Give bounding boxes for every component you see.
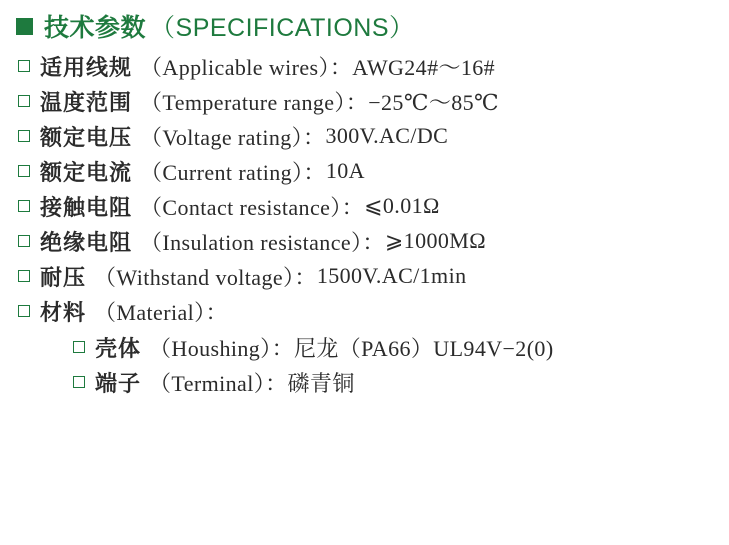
spec-value: −25℃～85℃ <box>368 89 500 115</box>
spec-value: 1500V.AC/1min <box>316 263 467 288</box>
material-label-english: （Houshing）： <box>149 335 294 361</box>
spec-label-english: （Voltage rating）： <box>140 124 326 150</box>
spec-label-chinese: 接触电阻 <box>40 195 133 221</box>
checkbox-bullet-icon <box>18 270 30 282</box>
spec-row-withstand-voltage <box>18 261 466 291</box>
spec-row-contact-resistance <box>18 191 440 221</box>
checkbox-bullet-icon <box>18 235 30 247</box>
spec-value: ⩾1000MΩ <box>384 228 486 253</box>
spec-label-chinese: 耐压 <box>40 265 87 291</box>
checkbox-bullet-icon <box>18 165 30 177</box>
spec-label-chinese: 绝缘电阻 <box>40 230 133 256</box>
spec-label-english: （Withstand voltage）： <box>94 264 317 290</box>
spec-label-chinese: 材料 <box>40 300 87 326</box>
spec-label-chinese: 温度范围 <box>40 90 133 116</box>
spec-label-english: （Current rating）： <box>140 159 326 185</box>
material-value: 尼龙（PA66）UL94V−2(0) <box>293 335 554 361</box>
material-value: 磷青铜 <box>287 370 355 396</box>
checkbox-bullet-icon <box>18 95 30 107</box>
spec-row-voltage-rating <box>18 121 448 151</box>
spec-label-english: （Material）： <box>94 299 228 325</box>
material-label-english: （Terminal）： <box>149 370 288 396</box>
checkbox-bullet-icon <box>18 200 30 212</box>
spec-row-temperature-range <box>18 86 499 116</box>
spec-label-english: （Contact resistance）： <box>140 194 365 220</box>
spec-label-english: （Insulation resistance）： <box>140 229 385 255</box>
heading-english: （SPECIFICATIONS） <box>150 14 415 42</box>
spec-value: 10A <box>325 158 365 183</box>
spec-label-chinese: 额定电压 <box>40 125 133 151</box>
section-heading <box>16 10 415 42</box>
material-label-chinese: 端子 <box>95 371 142 397</box>
material-row-housing <box>73 332 554 362</box>
spec-label-english: （Temperature range）： <box>140 89 369 115</box>
material-row-terminal <box>73 367 355 397</box>
spec-label-chinese: 额定电流 <box>40 160 133 186</box>
heading-chinese: 技术参数 <box>44 13 147 42</box>
spec-value: 300V.AC/DC <box>325 123 449 148</box>
spec-row-material <box>18 296 228 326</box>
spec-row-current-rating <box>18 156 365 186</box>
checkbox-bullet-icon <box>18 305 30 317</box>
spec-row-applicable-wires <box>18 51 495 81</box>
material-label-chinese: 壳体 <box>95 336 142 362</box>
spec-value: AWG24#～16# <box>352 54 496 80</box>
spec-label-chinese: 适用线规 <box>40 55 133 81</box>
checkbox-bullet-icon <box>73 376 85 388</box>
spec-value: ⩽0.01Ω <box>364 193 440 218</box>
spec-label-english: （Applicable wires）： <box>140 54 353 80</box>
square-bullet-icon <box>16 18 33 35</box>
checkbox-bullet-icon <box>73 341 85 353</box>
checkbox-bullet-icon <box>18 130 30 142</box>
spec-row-insulation-resistance <box>18 226 486 256</box>
checkbox-bullet-icon <box>18 60 30 72</box>
